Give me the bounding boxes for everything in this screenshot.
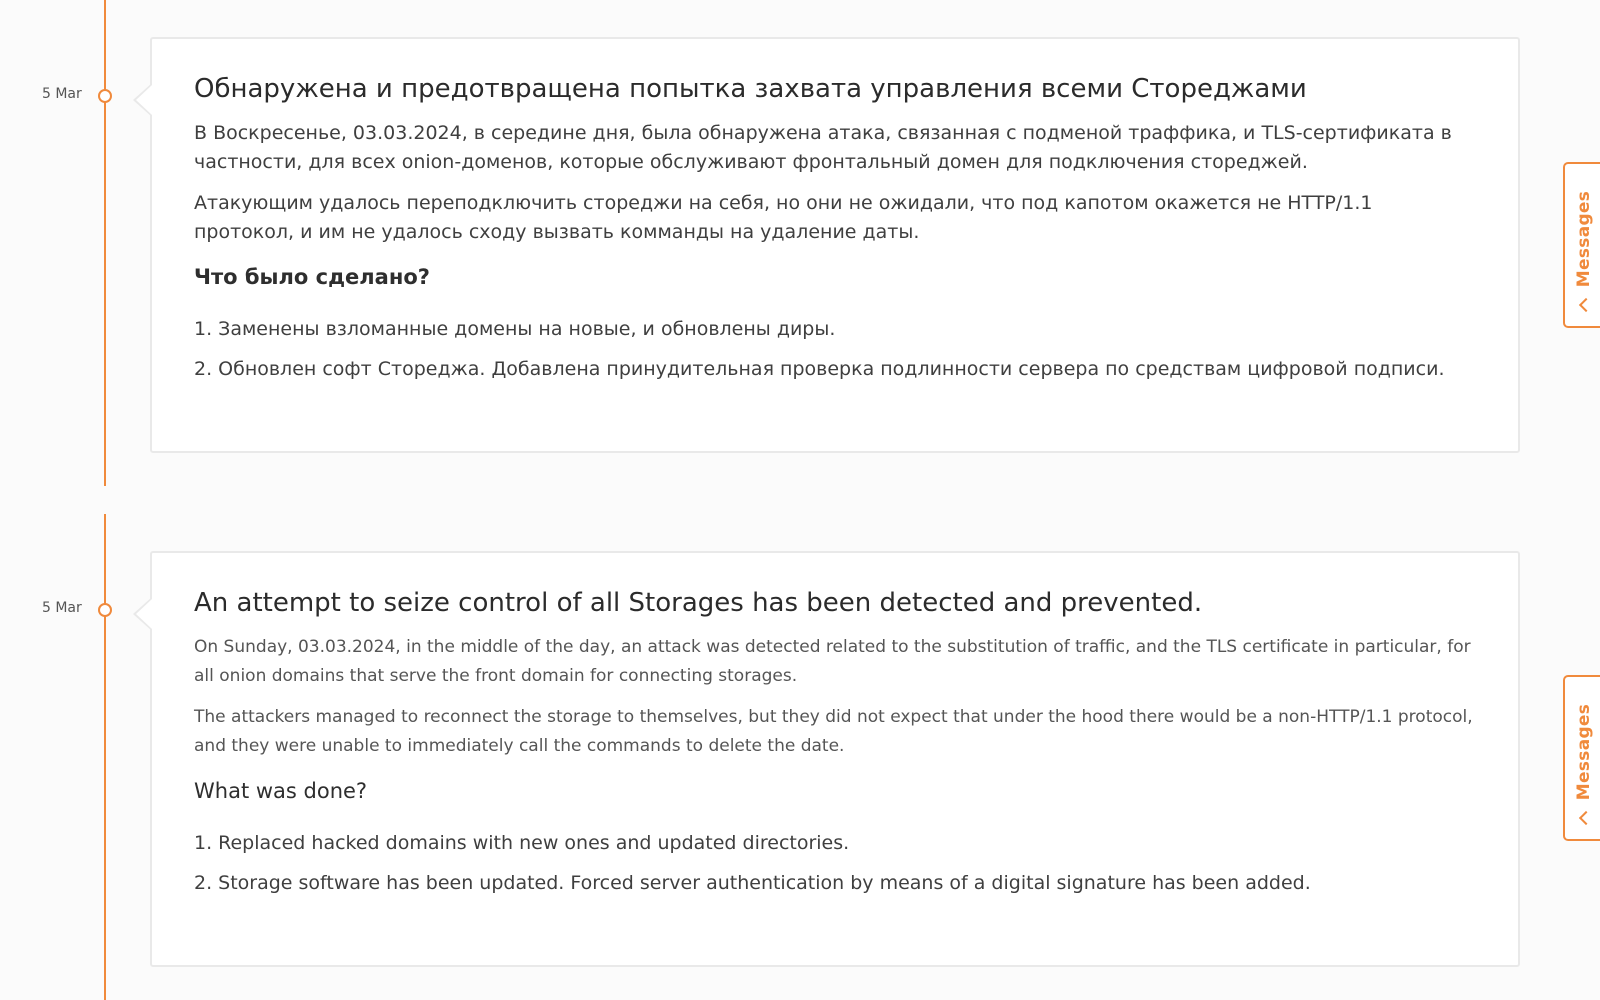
messages-tab-label: Messages [1574, 703, 1594, 800]
list-item-number: 2. [194, 357, 213, 380]
list-item [194, 355, 1478, 384]
news-title: Обнаружена и предотвращена попытка захвата управления всеми Стореджами [194, 74, 1307, 104]
post-date: 5 Mar [42, 600, 82, 616]
news-card [150, 37, 1520, 453]
list-item-text: Replaced hacked domains with new ones and updated directories. [218, 831, 850, 854]
timeline-line [104, 0, 106, 486]
news-paragraph: В Воскресенье, 03.03.2024, в середине дня, была обнаружена атака, связанная с подменой траффика, и TLS-сертификата в частности, для всех onion-доменов, которые обслуживают фронтальный домен для подключения стореджей. [194, 121, 1452, 173]
chevron-left-icon [1579, 811, 1593, 825]
list-item-number: 1. [194, 831, 213, 854]
news-paragraph: The attackers managed to reconnect the storage to themselves, but they did not expect that under the hood there would be a non-HTTP/1.1 protocol, and they were unable to immediately call the commands to delete the date. [194, 706, 1473, 756]
messages-tab-label: Messages [1574, 190, 1594, 287]
timeline-line [104, 514, 106, 1000]
list-item-text: Storage software has been updated. Forced server authentication by means of a digital signature has been added. [218, 871, 1311, 894]
news-card [150, 551, 1520, 967]
list-item-text: Заменены взломанные домены на новые, и обновлены диры. [218, 317, 836, 340]
card-pointer [133, 597, 152, 631]
news-paragraph: On Sunday, 03.03.2024, in the middle of the day, an attack was detected related to the substitution of traffic, and the TLS certificate in particular, for all onion domains that serve the front domain for connecting storages. [194, 636, 1471, 686]
list-item [194, 869, 1478, 898]
list-item-text: Обновлен софт Стореджа. Добавлена принудительная проверка подлинности сервера по средствам цифровой подписи. [218, 357, 1445, 380]
list-item [194, 315, 1478, 344]
messages-tab-button[interactable] [1563, 675, 1600, 841]
timeline-dot-icon [98, 603, 112, 617]
news-action-list [194, 315, 1478, 384]
news-paragraph: Атакующим удалось переподключить стореджи на себя, но они не ожидали, что под капотом окажется не HTTP/1.1 протокол, и им не удалось сходу вызвать комманды на удаление даты. [194, 191, 1373, 243]
news-subheading: Что было сделано? [194, 264, 430, 289]
news-action-list [194, 829, 1478, 898]
chevron-left-icon [1579, 298, 1593, 312]
list-item-number: 2. [194, 871, 213, 894]
news-title: An attempt to seize control of all Storages has been detected and prevented. [194, 588, 1203, 618]
post-date: 5 Mar [42, 86, 82, 102]
list-item-number: 1. [194, 317, 213, 340]
timeline-dot-icon [98, 89, 112, 103]
list-item [194, 829, 1478, 858]
news-subheading: What was done? [194, 778, 368, 803]
card-pointer [133, 83, 152, 117]
messages-tab-button[interactable] [1563, 162, 1600, 328]
